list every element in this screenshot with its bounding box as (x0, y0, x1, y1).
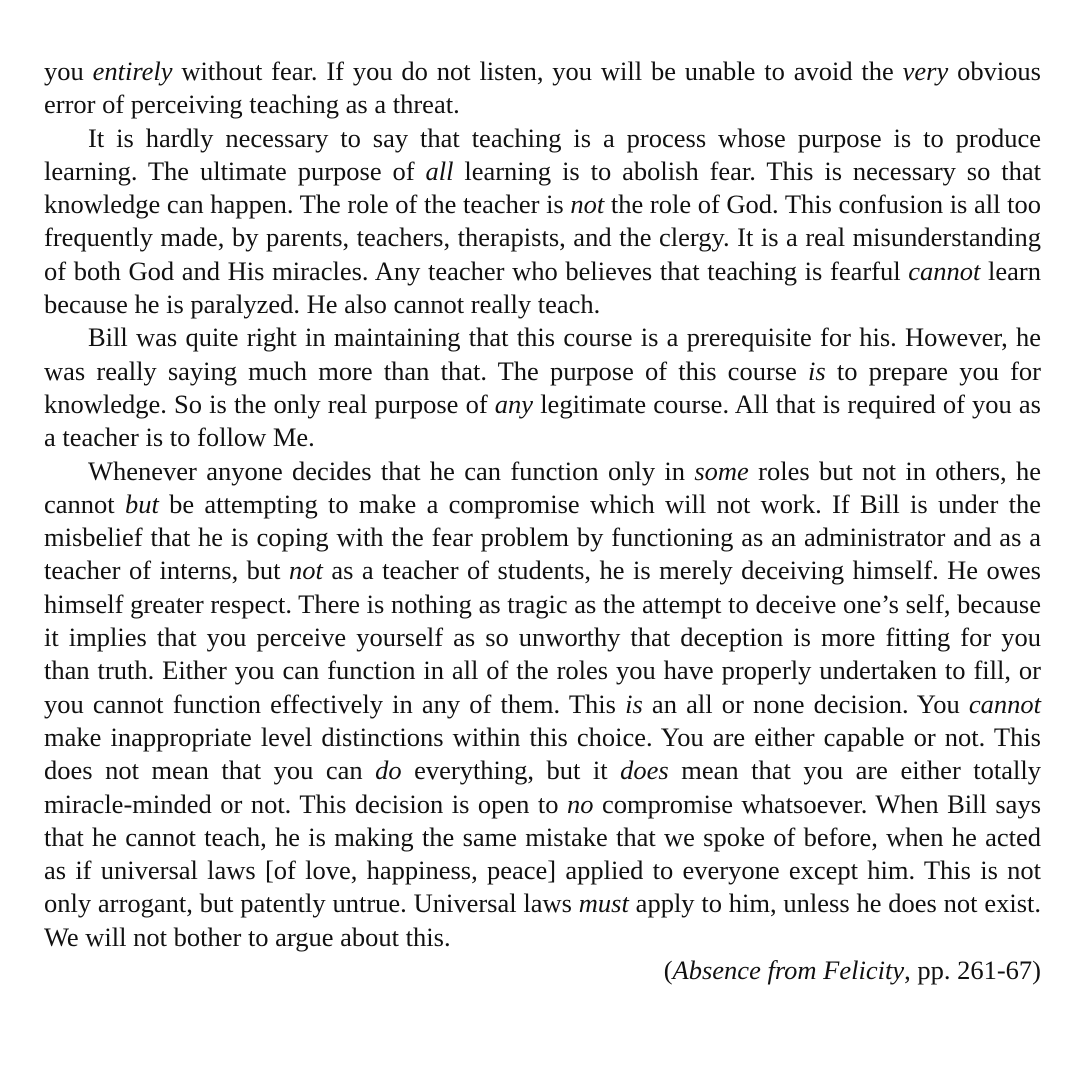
text-run: Bill was quite right in maintaining that this course is a prerequisite for his. However, he was really saying much more than that. The purpose of this course (44, 322, 1041, 386)
citation-title: Absence from Felicity (672, 955, 905, 986)
italic-text-run: cannot (968, 688, 1042, 719)
text-run: to prepare you for knowledge. So is the only real purpose of (44, 355, 1041, 419)
text-run: Whenever anyone decides that he can function only in (88, 455, 695, 486)
citation-open-paren: ( (663, 955, 673, 986)
text-run: compromise whatsoever. When Bill says that he cannot teach, he is making the same mistake that we spoke of before, when he acted as if universal laws [of love, happiness, peace] applied to everyone except him. This is not only arrogant, but patently untrue. Universal laws (44, 788, 1042, 919)
paragraph (44, 122, 1041, 322)
italic-text-run: any (494, 388, 534, 419)
italic-text-run: but (124, 488, 159, 519)
text-run: everything, but it (401, 755, 621, 786)
text-run: obvious error of perceiving teaching as a threat. (44, 56, 1041, 120)
italic-text-run: not (289, 555, 323, 586)
italic-text-run: must (578, 888, 629, 919)
text-run: you (44, 56, 93, 86)
italic-text-run: cannot (908, 255, 981, 286)
italic-text-run: very (902, 56, 949, 86)
text-run: an all or none decision. You (642, 688, 969, 719)
italic-text-run: not (570, 189, 605, 220)
text-run: mean that you are either totally miracle-minded or not. This decision is open to (44, 755, 1041, 819)
citation (44, 954, 1041, 987)
text-run: roles but not in others, he cannot (44, 455, 1042, 519)
italic-text-run: does (620, 755, 669, 786)
text-run: legitimate course. All that is required of you as a teacher is to follow Me. (44, 388, 1041, 453)
italic-text-run: entirely (92, 56, 173, 86)
text-run: learn because he is paralyzed. He also cannot really teach. (44, 255, 1041, 320)
paragraph (44, 321, 1041, 454)
body-text (44, 55, 1041, 954)
italic-text-run: is (808, 355, 826, 386)
italic-text-run: some (694, 455, 749, 486)
italic-text-run: no (567, 788, 594, 819)
text-run: as a teacher of students, he is merely deceiving himself. He owes himself greater respect. There is nothing as tragic as the attempt to deceive one’s self, because it implies that you perceive yourself as so unworthy that deception is more fitting for you than truth. Either you can function in all of the roles you have properly undertaken to fill, or you cannot function effectively in any of them. This (44, 555, 1041, 719)
text-run: learning is to abolish fear. This is necessary so that knowledge can happen. The role of the teacher is (44, 155, 1042, 220)
paragraph (44, 55, 1041, 122)
italic-text-run: all (425, 155, 454, 186)
paragraph (44, 455, 1041, 954)
text-run: be attempting to make a compromise which will not work. If Bill is under the misbelief that he is coping with the fear problem by functioning as an administrator and as a teacher of interns, but (44, 488, 1041, 586)
text-run: make inappropriate level distinctions within this choice. You are either capable or not. This does not mean that you can (44, 721, 1041, 786)
text-run: apply to him, unless he does not exist. We will not bother to argue about this. (44, 888, 1042, 952)
text-run: It is hardly necessary to say that teaching is a process whose purpose is to produce learning. The ultimate purpose of (44, 122, 1041, 186)
document-page (44, 55, 1041, 987)
citation-pages: , pp. 261-67) (904, 955, 1041, 986)
italic-text-run: do (375, 755, 402, 786)
text-run: the role of God. This confusion is all too frequently made, by parents, teachers, therapists, and the clergy. It is a real misunderstanding of both God and His miracles. Any teacher who believes that teaching is fearful (44, 189, 1041, 286)
italic-text-run: is (625, 688, 643, 719)
text-run: without fear. If you do not listen, you will be unable to avoid the (172, 56, 903, 86)
